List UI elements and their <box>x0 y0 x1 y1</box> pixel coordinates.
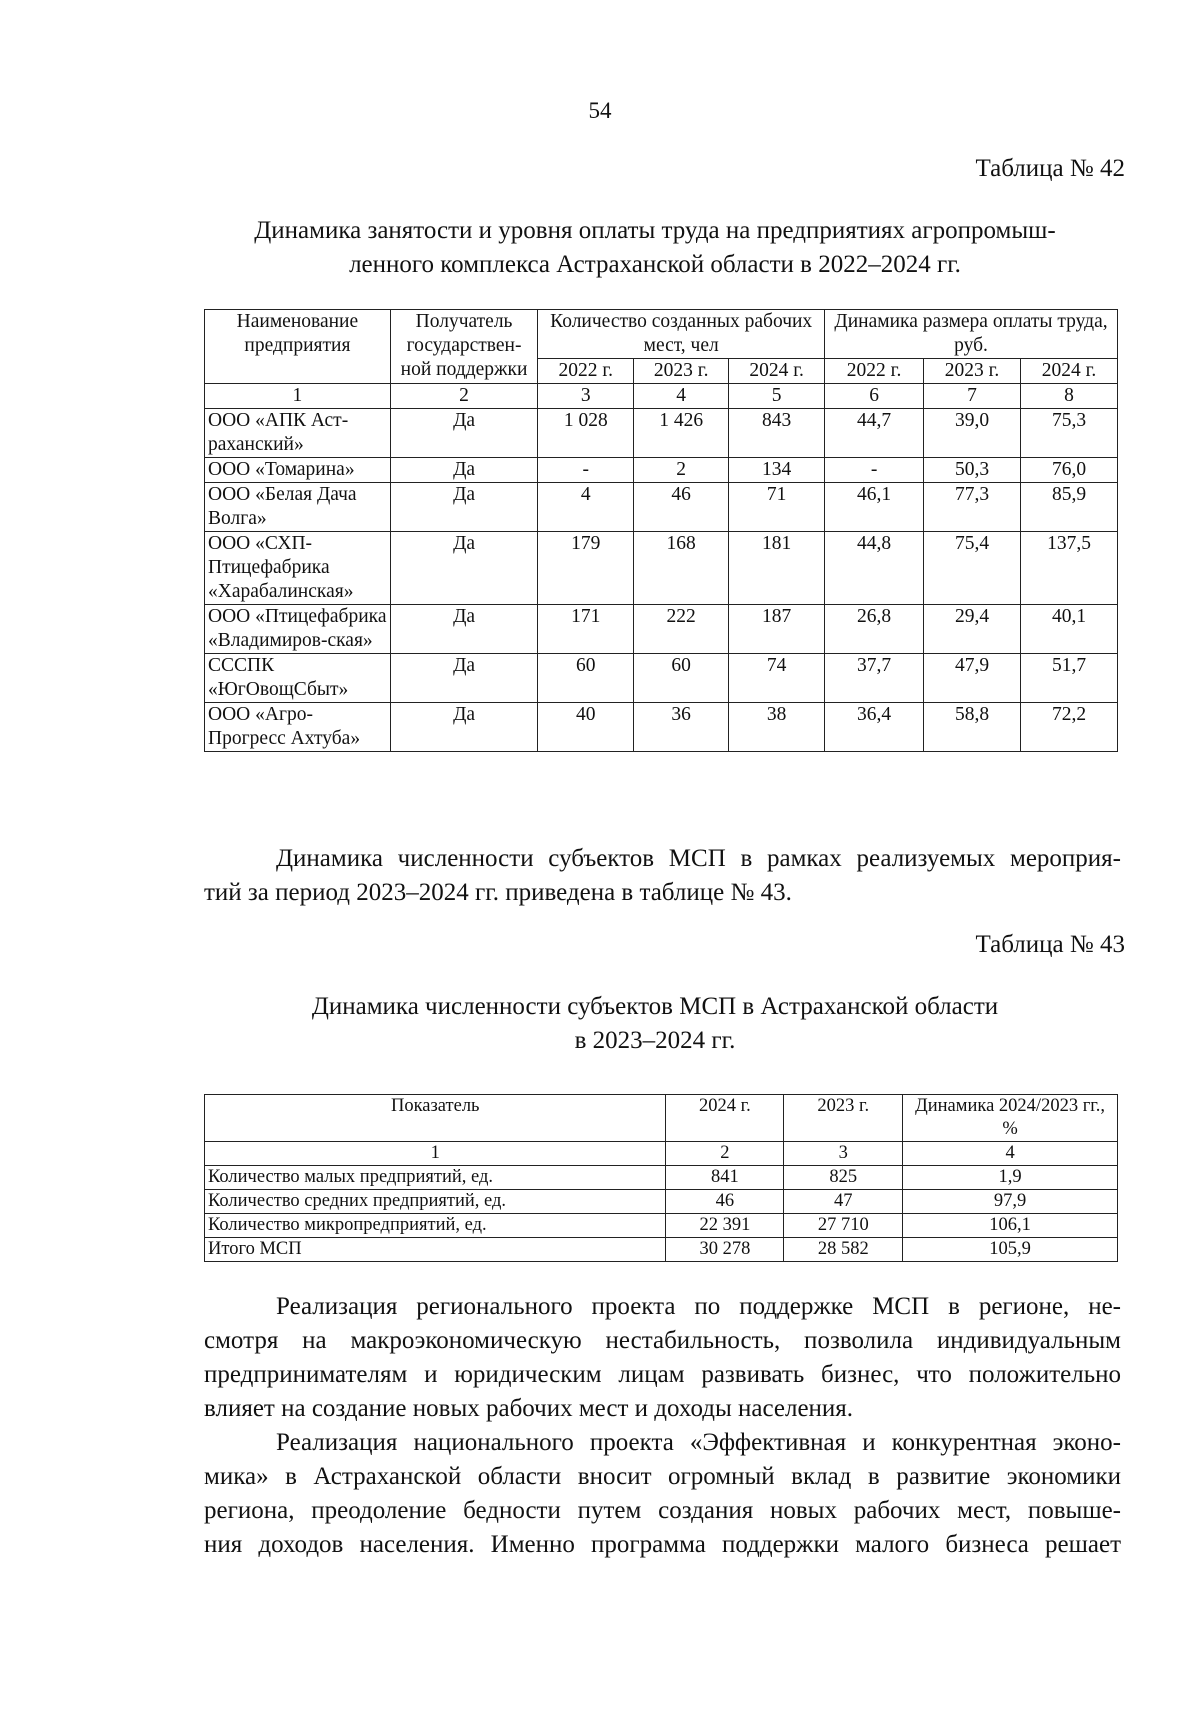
jobs-2022-cell: - <box>538 458 634 483</box>
table-row <box>205 654 1118 703</box>
wages-2023-cell: 50,3 <box>924 458 1021 483</box>
table-row <box>205 483 1118 532</box>
paragraph-1 <box>204 842 1121 910</box>
table-row <box>205 458 1118 483</box>
value-2024-cell: 22 391 <box>666 1214 784 1238</box>
table-43-title <box>190 990 1120 1058</box>
header-jobs: Количество созданных рабочих мест, чел <box>538 310 825 359</box>
col-number: 1 <box>205 1142 666 1166</box>
table-42-title-line2: ленного комплекса Астраханской области в 2022–2024 гг. <box>349 251 961 278</box>
table-row <box>205 605 1118 654</box>
value-2024-cell: 46 <box>666 1190 784 1214</box>
value-2023-cell: 47 <box>784 1190 903 1214</box>
header-2023: 2023 г. <box>784 1095 903 1142</box>
page-number: 54 <box>588 98 612 123</box>
wages-2022-cell: 37,7 <box>825 654 924 703</box>
wages-2022-cell: 44,7 <box>825 409 924 458</box>
col-number: 2 <box>666 1142 784 1166</box>
header-2024: 2024 г. <box>666 1095 784 1142</box>
dynamics-cell: 105,9 <box>903 1238 1118 1262</box>
paragraph-3-line1: Реализация национального проекта «Эффективная и конкурентная эконо- <box>276 1429 1121 1456</box>
jobs-2023-cell: 1 426 <box>634 409 729 458</box>
wages-2024-cell: 72,2 <box>1021 703 1118 752</box>
value-2024-cell: 841 <box>666 1166 784 1190</box>
jobs-2024-cell: 187 <box>729 605 825 654</box>
value-2023-cell: 825 <box>784 1166 903 1190</box>
value-2023-cell: 28 582 <box>784 1238 903 1262</box>
support-cell: Да <box>390 703 537 752</box>
jobs-2022-cell: 40 <box>538 703 634 752</box>
wages-2023-cell: 58,8 <box>924 703 1021 752</box>
jobs-2023-cell: 36 <box>634 703 729 752</box>
paragraph-2-line4: влияет на создание новых рабочих мест и доходы населения. <box>204 1395 854 1422</box>
jobs-2024-cell: 38 <box>729 703 825 752</box>
paragraph-2-line1: Реализация регионального проекта по поддержке МСП в регионе, не- <box>276 1293 1121 1320</box>
header-wages-2023: 2023 г. <box>924 359 1021 384</box>
wages-2022-cell: 36,4 <box>825 703 924 752</box>
table-row <box>205 703 1118 752</box>
table-row <box>205 1190 1118 1214</box>
jobs-2024-cell: 134 <box>729 458 825 483</box>
jobs-2023-cell: 60 <box>634 654 729 703</box>
dynamics-cell: 97,9 <box>903 1190 1118 1214</box>
wages-2023-cell: 75,4 <box>924 532 1021 605</box>
dynamics-cell: 106,1 <box>903 1214 1118 1238</box>
indicator-cell: Количество средних предприятий, ед. <box>205 1190 666 1214</box>
jobs-2022-cell: 4 <box>538 483 634 532</box>
header-indicator: Показатель <box>205 1095 666 1142</box>
table-42-label: Таблица № 42 <box>975 155 1125 182</box>
col-number: 4 <box>903 1142 1118 1166</box>
paragraph-3 <box>204 1426 1121 1562</box>
header-jobs-2024: 2024 г. <box>729 359 825 384</box>
jobs-2022-cell: 179 <box>538 532 634 605</box>
wages-2022-cell: 46,1 <box>825 483 924 532</box>
header-name: Наименование предприятия <box>205 310 391 384</box>
table-42 <box>204 309 1118 752</box>
jobs-2023-cell: 46 <box>634 483 729 532</box>
table-row <box>205 1214 1118 1238</box>
paragraph-3-line3: региона, преодоление бедности путем создания новых рабочих мест, повыше- <box>204 1497 1121 1524</box>
wages-2024-cell: 76,0 <box>1021 458 1118 483</box>
wages-2022-cell: 26,8 <box>825 605 924 654</box>
jobs-2022-cell: 60 <box>538 654 634 703</box>
jobs-2023-cell: 2 <box>634 458 729 483</box>
table-43-title-line1: Динамика численности субъектов МСП в Астраханской области <box>311 993 999 1020</box>
jobs-2024-cell: 71 <box>729 483 825 532</box>
header-wages-2022: 2022 г. <box>825 359 924 384</box>
dynamics-cell: 1,9 <box>903 1166 1118 1190</box>
table-42-title <box>190 214 1120 282</box>
paragraph-2-line2: смотря на макроэкономическую нестабильность, позволила индивидуальным <box>204 1327 1121 1354</box>
col-number: 3 <box>784 1142 903 1166</box>
indicator-cell: Итого МСП <box>205 1238 666 1262</box>
wages-2024-cell: 40,1 <box>1021 605 1118 654</box>
table-row <box>205 1238 1118 1262</box>
jobs-2022-cell: 171 <box>538 605 634 654</box>
col-number: 8 <box>1021 384 1118 409</box>
wages-2024-cell: 85,9 <box>1021 483 1118 532</box>
col-number: 1 <box>205 384 391 409</box>
paragraph-1-line1: Динамика численности субъектов МСП в рамках реализуемых мероприя- <box>276 845 1121 872</box>
header-wages: Динамика размера оплаты труда, руб. <box>825 310 1118 359</box>
table-43 <box>204 1094 1118 1262</box>
indicator-cell: Количество микропредприятий, ед. <box>205 1214 666 1238</box>
header-dynamics: Динамика 2024/2023 гг., % <box>903 1095 1118 1142</box>
table-row <box>205 532 1118 605</box>
col-number: 6 <box>825 384 924 409</box>
enterprise-name: ООО «Белая Дача Волга» <box>205 483 391 532</box>
paragraph-3-line2: мика» в Астраханской области вносит огромный вклад в развитие экономики <box>204 1463 1121 1490</box>
wages-2024-cell: 75,3 <box>1021 409 1118 458</box>
col-number: 4 <box>634 384 729 409</box>
support-cell: Да <box>390 483 537 532</box>
table-43-title-line2: в 2023–2024 гг. <box>574 1027 736 1054</box>
enterprise-name: ООО «Агро-Прогресс Ахтуба» <box>205 703 391 752</box>
paragraph-2-line3: предпринимателям и юридическим лицам развивать бизнес, что положительно <box>204 1361 1121 1388</box>
header-jobs-2022: 2022 г. <box>538 359 634 384</box>
support-cell: Да <box>390 605 537 654</box>
enterprise-name: ООО «СХП-Птицефабрика «Харабалинская» <box>205 532 391 605</box>
table-43-label: Таблица № 43 <box>975 931 1125 958</box>
col-number: 2 <box>390 384 537 409</box>
header-jobs-2023: 2023 г. <box>634 359 729 384</box>
enterprise-name: СССПК «ЮгОвощСбыт» <box>205 654 391 703</box>
wages-2022-cell: - <box>825 458 924 483</box>
wages-2023-cell: 39,0 <box>924 409 1021 458</box>
wages-2024-cell: 51,7 <box>1021 654 1118 703</box>
header-recipient: Получатель государствен-ной поддержки <box>390 310 537 384</box>
enterprise-name: ООО «Птицефабрика «Владимиров-ская» <box>205 605 391 654</box>
value-2023-cell: 27 710 <box>784 1214 903 1238</box>
wages-2023-cell: 77,3 <box>924 483 1021 532</box>
jobs-2024-cell: 181 <box>729 532 825 605</box>
value-2024-cell: 30 278 <box>666 1238 784 1262</box>
paragraph-1-line2: тий за период 2023–2024 гг. приведена в таблице № 43. <box>204 879 792 906</box>
paragraph-3-line4: ния доходов населения. Именно программа поддержки малого бизнеса решает <box>204 1531 1121 1558</box>
indicator-cell: Количество малых предприятий, ед. <box>205 1166 666 1190</box>
column-number-row <box>205 384 1118 409</box>
header-wages-2024: 2024 г. <box>1021 359 1118 384</box>
support-cell: Да <box>390 409 537 458</box>
support-cell: Да <box>390 532 537 605</box>
enterprise-name: ООО «Томарина» <box>205 458 391 483</box>
support-cell: Да <box>390 654 537 703</box>
col-number: 3 <box>538 384 634 409</box>
wages-2024-cell: 137,5 <box>1021 532 1118 605</box>
table-42-title-line1: Динамика занятости и уровня оплаты труда на предприятиях агропромыш- <box>254 217 1056 244</box>
table-row <box>205 409 1118 458</box>
enterprise-name: ООО «АПК Аст-раханский» <box>205 409 391 458</box>
column-number-row <box>205 1142 1118 1166</box>
wages-2023-cell: 29,4 <box>924 605 1021 654</box>
jobs-2024-cell: 843 <box>729 409 825 458</box>
support-cell: Да <box>390 458 537 483</box>
jobs-2022-cell: 1 028 <box>538 409 634 458</box>
col-number: 5 <box>729 384 825 409</box>
jobs-2024-cell: 74 <box>729 654 825 703</box>
wages-2023-cell: 47,9 <box>924 654 1021 703</box>
table-row <box>205 1166 1118 1190</box>
jobs-2023-cell: 222 <box>634 605 729 654</box>
paragraph-2 <box>204 1290 1121 1426</box>
jobs-2023-cell: 168 <box>634 532 729 605</box>
col-number: 7 <box>924 384 1021 409</box>
wages-2022-cell: 44,8 <box>825 532 924 605</box>
